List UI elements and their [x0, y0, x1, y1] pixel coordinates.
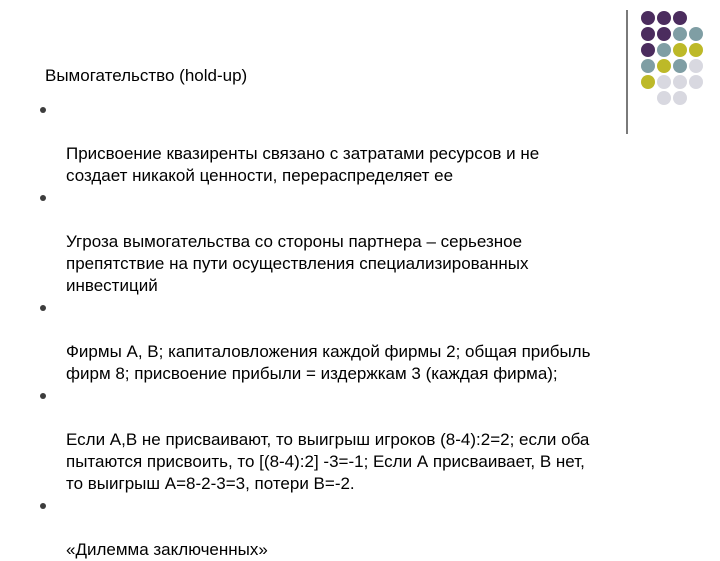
bullet-text: «Дилемма заключенных» — [66, 540, 268, 559]
decorative-dot-icon — [673, 59, 687, 73]
decorative-dot-icon — [689, 27, 703, 41]
bullet-item — [40, 187, 720, 297]
bullet-text: Если А,В не присваивают, то выигрыш игроков (8-4):2=2; если оба пытаются присвоить, то [(8-4):2] -3=-1; Если А присваивает, В нет, то выигрыш А=8-2-3=3, потери В=-2. — [66, 430, 590, 493]
decorative-dot-icon — [673, 75, 687, 89]
bullet-dot-icon — [40, 503, 46, 509]
bullet-text: Фирмы А, В; капиталовложения каждой фирмы 2; общая прибыль фирм 8; присвоение прибыли = издержкам 3 (каждая фирма); — [66, 342, 591, 383]
decorative-dot-icon — [657, 11, 671, 25]
bullet-item — [40, 495, 720, 561]
decorative-dot-icon — [673, 11, 687, 25]
bullet-dot-icon — [40, 107, 46, 113]
bullet-dot-icon — [40, 305, 46, 311]
decorative-dot-icon — [641, 75, 655, 89]
decorative-dot-icon — [689, 59, 703, 73]
bullet-item — [40, 297, 720, 385]
decorative-dot-icon — [673, 43, 687, 57]
decorative-dot-icon — [689, 75, 703, 89]
decorative-dot-icon — [657, 27, 671, 41]
bullet-dot-icon — [40, 393, 46, 399]
slide-title: Вымогательство (hold-up) — [45, 66, 248, 85]
bullet-item — [40, 99, 720, 187]
decorative-dot-icon — [689, 43, 703, 57]
bullet-text: Угроза вымогательства со стороны партнера – серьезное препятствие на пути осуществления специализированных инвестиций — [66, 232, 529, 295]
decorative-dot-icon — [673, 27, 687, 41]
decorative-dot-icon — [641, 43, 655, 57]
decorative-dot-icon — [641, 11, 655, 25]
decorative-dot-icon — [657, 59, 671, 73]
bullet-text: Присвоение квазиренты связано с затратами ресурсов и не создает никакой ценности, перераспределяет ее — [66, 144, 540, 185]
bullet-dot-icon — [40, 195, 46, 201]
decorative-dot-icon — [641, 27, 655, 41]
bullet-item — [40, 385, 720, 495]
decorative-dot-icon — [657, 75, 671, 89]
decorative-dot-icon — [641, 59, 655, 73]
decorative-dot-icon — [657, 43, 671, 57]
bullet-list — [40, 99, 720, 561]
